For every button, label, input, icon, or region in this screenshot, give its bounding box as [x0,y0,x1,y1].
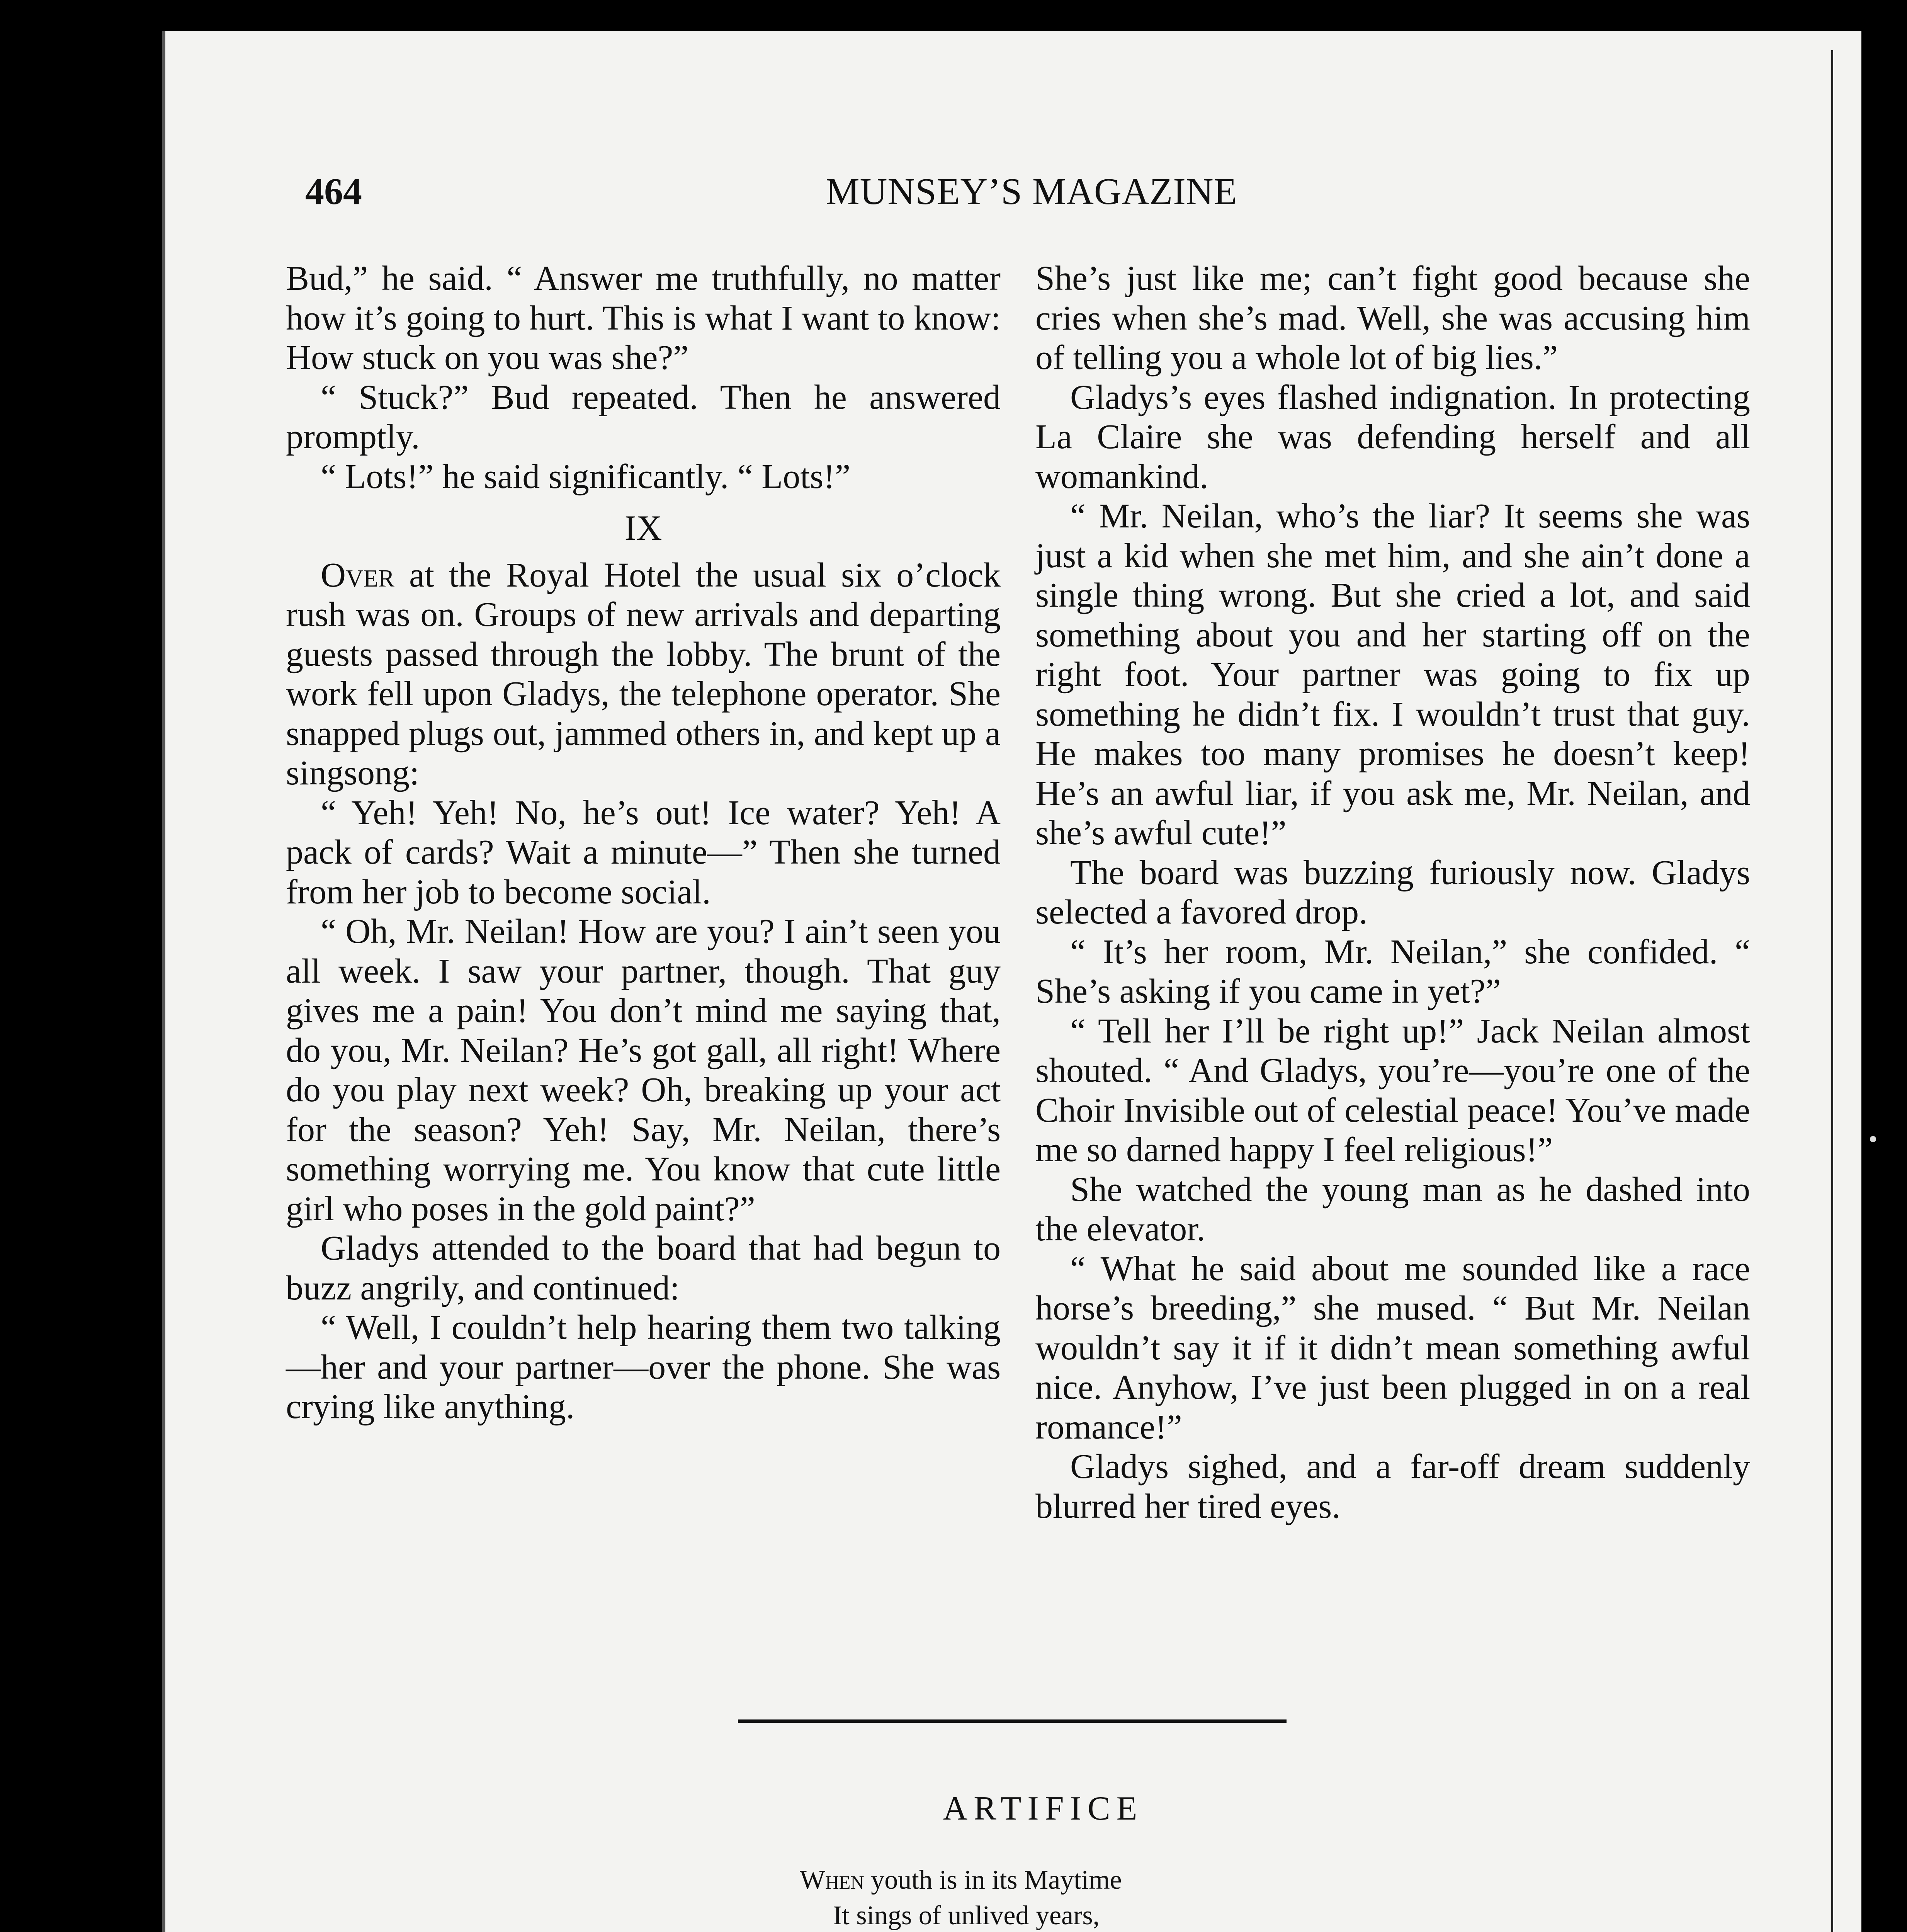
paragraph: The board was buzzing furiously now. Gladys selected a favored drop. [1035,853,1750,931]
poem-line: It sings of unlived years, [833,1901,1100,1930]
poem-line-text: youth is in its Maytime [864,1865,1122,1895]
poem-line [800,1862,1379,1898]
paragraph: She’s just like me; can’t fight good because she cries when she’s mad. Well, she was accusing him of telling you a whole lot of big lies.” [1035,259,1750,377]
lead-word: When [800,1865,864,1895]
paragraph-text: at the Royal Hotel the usual six o’clock rush was on. Groups of new arrivals and departing guests passed through the lobby. The brunt of the work fell upon Gladys, the telephone operator. She snapped plugs out, jammed others in, and kept up a singsong: [286,556,1001,792]
paragraph: “ What he said about me sounded like a race horse’s breeding,” she mused. “ But Mr. Neilan wouldn’t say it if it didn’t mean something awful nice. Anyhow, I’ve just been plugged in on a real romance!” [1035,1249,1750,1446]
paragraph: Gladys’s eyes flashed indignation. In protecting La Claire she was defending herself and all womankind. [1035,378,1750,496]
paragraph: “ Oh, Mr. Neilan! How are you? I ain’t seen you all week. I saw your partner, though. That guy gives me a pain! You don’t mind me saying that, do you, Mr. Neilan? He’s got gall, all right! Where do you play next week? Oh, breaking up your act for the season? Yeh! Say, Mr. Neilan, there’s something worrying me. You know that cute little girl who poses in the gold paint?” [286,912,1001,1228]
paragraph: Gladys attended to the board that had begun to buzz angrily, and continued: [286,1229,1001,1307]
paragraph: Gladys sighed, and a far-off dream suddenly blurred her tired eyes. [1035,1447,1750,1526]
paragraph: “ It’s her room, Mr. Neilan,” she confided. “ She’s asking if you came in yet?” [1035,932,1750,1010]
paragraph: Bud,” he said. “ Answer me truthfully, no matter how it’s going to hurt. This is what I want to know: How stuck on you was she?” [286,259,1001,377]
paragraph: “ Mr. Neilan, who’s the liar? It seems she was just a kid when she met him, and she ain’t done a single thing wrong. But she cried a lot, and said something about you and her starting off on the right foot. Your partner was going to fix up something he didn’t fix. I wouldn’t trust that guy. He makes too many promises he doesn’t keep! He’s an awful liar, if you ask me, Mr. Neilan, and she’s awful cute!” [1035,497,1750,852]
section-divider [738,1719,1287,1723]
binding-edge [1831,50,1833,1932]
left-column [286,259,1001,1427]
paragraph: “ Lots!” he said significantly. “ Lots!” [321,457,851,496]
paragraph: She watched the young man as he dashed into the elevator. [1035,1170,1750,1248]
running-title: MUNSEY’S MAGAZINE [826,171,1237,213]
page-header [305,170,1758,228]
print-speck [1870,1136,1876,1142]
poem-stanza [800,1862,1379,1932]
paragraph: “ Well, I couldn’t help hearing them two talking—her and your partner—over the phone. She was crying like anything. [286,1308,1001,1426]
section-heading: IX [624,508,662,548]
poem-title: ARTIFICE [943,1790,1144,1827]
paragraph: “ Stuck?” Bud repeated. Then he answered promptly. [286,378,1001,456]
paragraph: “ Yeh! Yeh! No, he’s out! Ice water? Yeh! A pack of cards? Wait a minute—” Then she turned from her job to become social. [286,793,1001,911]
poem [800,1862,1379,1932]
paragraph: “ Tell her I’ll be right up!” Jack Neilan almost shouted. “ And Gladys, you’re—you’re one of the Choir Invisible out of celestial peace! You’ve made me so darned happy I feel religious!” [1035,1012,1750,1169]
paragraph [286,556,1001,793]
right-column [1035,259,1750,1526]
page-number: 464 [305,171,362,213]
lead-word: Over [321,556,394,594]
